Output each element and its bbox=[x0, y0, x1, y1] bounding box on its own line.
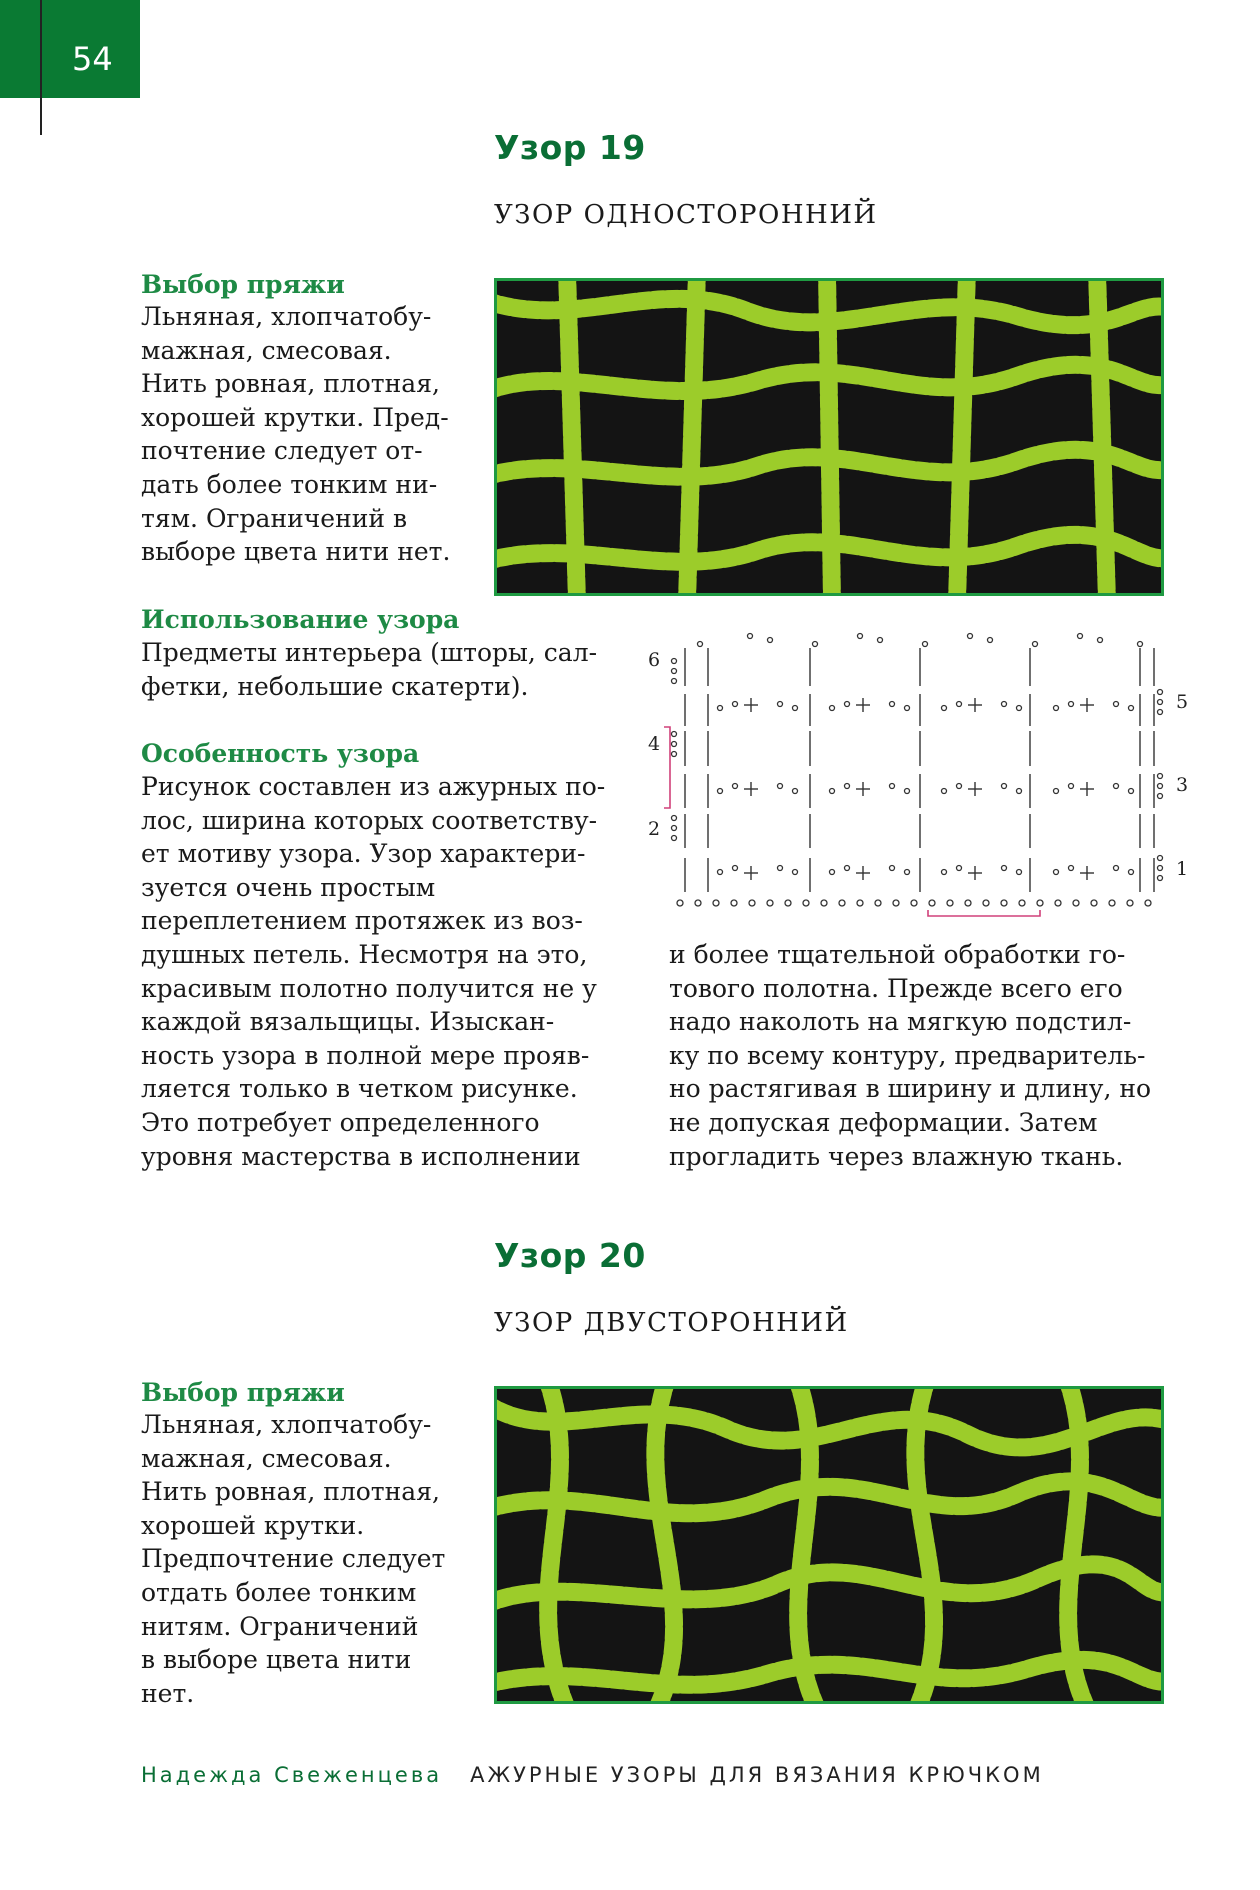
pattern19-yarn-text: Льняная, хлопчатобу- мажная, смесовая. Нить ровная, плотная, хорошей крутки. Пред- почтение следует от- дать более тонким ни- тям. Ограничений в выборе цвета нити нет. bbox=[141, 302, 451, 567]
pattern20-title: Узор 20 bbox=[494, 1236, 646, 1275]
diagram-row-4: 4 bbox=[648, 733, 661, 755]
pattern20-yarn-label: Выбор пряжи bbox=[141, 1378, 345, 1407]
page-number: 54 bbox=[72, 40, 113, 78]
diagram-row-2: 2 bbox=[648, 818, 661, 840]
page-footer bbox=[141, 1763, 1044, 1787]
pattern20-subtitle: УЗОР ДВУСТОРОННИЙ bbox=[494, 1308, 849, 1338]
pattern19-crochet-diagram bbox=[640, 626, 1200, 926]
page-number-box bbox=[0, 0, 140, 98]
footer-book-title: АЖУРНЫЕ УЗОРЫ ДЛЯ ВЯЗАНИЯ КРЮЧКОМ bbox=[470, 1763, 1044, 1787]
diagram-row-3: 3 bbox=[1176, 774, 1189, 796]
pattern20-yarn-text: Льняная, хлопчатобу- мажная, смесовая. Нить ровная, плотная, хорошей крутки. Предпочтение следует отдать более тонким нитям. Ограничений в выборе цвета нити нет. bbox=[141, 1410, 446, 1708]
pattern19-feature-label: Особенность узора bbox=[141, 739, 420, 768]
diagram-row-1: 1 bbox=[1176, 858, 1189, 880]
pattern19-title: Узор 19 bbox=[494, 128, 646, 167]
pattern19-photo bbox=[494, 278, 1164, 596]
pattern19-feature-text: Рисунок составлен из ажурных по- лос, ширина которых соответству- ет мотиву узора. Узор характери- зуется очень простым переплетением протяжек из воз- душных петель. Несмотря на это, красивым полотно получится не у каждой вязальщицы. Изыскан- ность узора в полной мере прояв- ляется только в четком рисунке. Это потребует определенного уровня мастерства в исполнении bbox=[141, 772, 606, 1171]
diagram-row-5: 5 bbox=[1176, 691, 1189, 713]
pattern19-usage-label: Использование узора bbox=[141, 605, 460, 634]
pattern19-usage-text: Предметы интерьера (шторы, сал- фетки, небольшие скатерти). bbox=[141, 638, 598, 701]
pattern19-yarn-label: Выбор пряжи bbox=[141, 270, 345, 299]
diagram-row-6: 6 bbox=[648, 649, 661, 671]
footer-author: Надежда Свеженцева bbox=[141, 1763, 443, 1787]
pattern20-photo bbox=[494, 1386, 1164, 1704]
pattern19-continued-text: и более тщательной обработки го- тового полотна. Прежде всего его надо наколоть на мягкую подстил- ку по всему контуру, предваритель- но растягивая в ширину и длину, но не допуская деформации. Затем прогладить через влажную ткань. bbox=[669, 940, 1152, 1171]
margin-rule bbox=[40, 0, 42, 135]
pattern19-subtitle: УЗОР ОДНОСТОРОННИЙ bbox=[494, 200, 878, 230]
